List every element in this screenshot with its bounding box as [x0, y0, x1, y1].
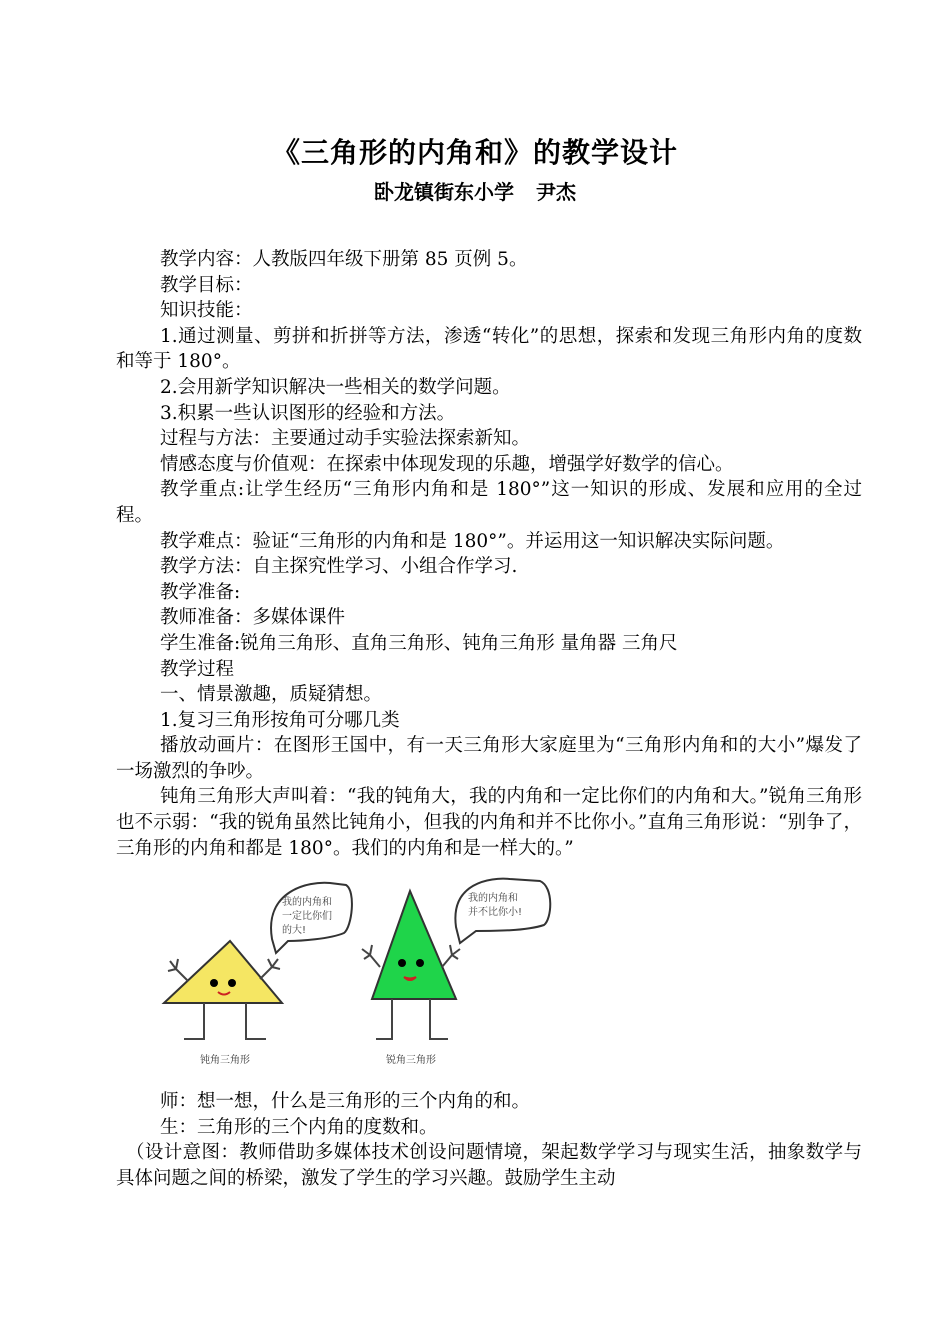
paragraph: 一、情景激趣，质疑猜想。: [160, 684, 383, 706]
paragraph: 教学内容：人教版四年级下册第 85 页例 5。: [160, 249, 528, 270]
paragraph: 情感态度与价值观：在探索中体现发现的乐趣，增强学好数学的信心。: [160, 453, 734, 475]
figure-caption: 锐角三角形: [386, 1055, 436, 1067]
paragraph: 钝角三角形大声叫着：“我的钝角大，我的内角和一定比你们的内角和大。”锐角三角形也不示弱：“我的锐角虽然比钝角小，但我的内角和并不比你小。”直角三角形说：“别争了，三角形的内角和都是 180°。我们的内角和是一样大的。”: [116, 786, 862, 859]
legs-icon: [376, 999, 448, 1039]
paragraph: 教学目标：: [160, 274, 253, 296]
left-arm-icon: [362, 945, 380, 967]
paragraph: 教学过程: [160, 658, 235, 680]
author-school: 卧龙镇街东小学: [374, 180, 514, 204]
design-note-paragraph: （设计意图：教师借助多媒体技术创设问题情境，架起数学学习与现实生活，抽象数学与具体问题之间的桥梁，激发了学生的学习兴趣。鼓励学生主动: [116, 1142, 862, 1190]
paragraph: 知识技能：: [160, 300, 253, 322]
paragraph: 1.复习三角形按角可分哪几类: [160, 709, 400, 731]
paragraph: 2.会用新学知识解决一些相关的数学问题。: [160, 376, 511, 398]
eye-icon: [228, 979, 236, 987]
paragraph: 师：想一想，什么是三角形的三个内角的和。: [160, 1091, 531, 1113]
paragraph: 教学重点:让学生经历“三角形内角和是 180°”这一知识的形成、发展和应用的全过程。: [116, 479, 862, 526]
paragraph: 3.积累一些认识图形的经验和方法。: [160, 402, 456, 424]
acute-triangle-shape: [372, 891, 456, 999]
paragraph: 生：三角形的三个内角的度数和。: [160, 1116, 438, 1138]
paragraph: 教师准备：多媒体课件: [160, 607, 346, 629]
paragraph: 教学准备:: [160, 581, 241, 603]
paragraph: 教学难点：验证“三角形的内角和是 180°”。并运用这一知识解决实际问题。: [160, 530, 785, 552]
bubble-text-line: 一定比你们: [282, 911, 332, 923]
eye-icon: [210, 979, 218, 987]
acute-triangle-character: [362, 879, 550, 1066]
right-arm-icon: [442, 945, 460, 967]
eye-icon: [416, 959, 424, 967]
bubble-text-line: 我的内角和: [468, 893, 518, 905]
document-author-line: [0, 176, 950, 205]
bubble-text-line: 的大!: [282, 925, 307, 937]
cartoon-figure: [116, 861, 862, 1089]
left-arm-icon: [168, 959, 188, 981]
paragraph: 播放动画片：在图形王国中，有一天三角形大家庭里为“三角形内角和的大小”爆发了一场激烈的争吵。: [116, 735, 862, 782]
eye-icon: [398, 959, 406, 967]
bubble-text-line: 并不比你小!: [468, 907, 523, 919]
right-arm-icon: [260, 959, 280, 979]
paragraph: 1.通过测量、剪拼和折拼等方法，渗透“转化”的思想，探索和发现三角形内角的度数和等于 180°。: [116, 325, 862, 373]
paragraph: 教学方法：自主探究性学习、小组合作学习.: [160, 556, 518, 578]
document-title: 《三角形的内角和》的教学设计: [271, 136, 678, 169]
bubble-text-line: 我的内角和: [282, 897, 332, 909]
document-body: [116, 247, 862, 1192]
triangle-argument-illustration: [160, 871, 580, 1071]
figure-caption: 钝角三角形: [200, 1055, 250, 1067]
author-name: 尹杰: [536, 180, 576, 204]
paragraph: 学生准备:锐角三角形、直角三角形、钝角三角形 量角器 三角尺: [160, 632, 678, 654]
legs-icon: [184, 1003, 266, 1039]
paragraph: 过程与方法：主要通过动手实验法探索新知。: [160, 428, 531, 450]
obtuse-triangle-character: [164, 883, 352, 1066]
